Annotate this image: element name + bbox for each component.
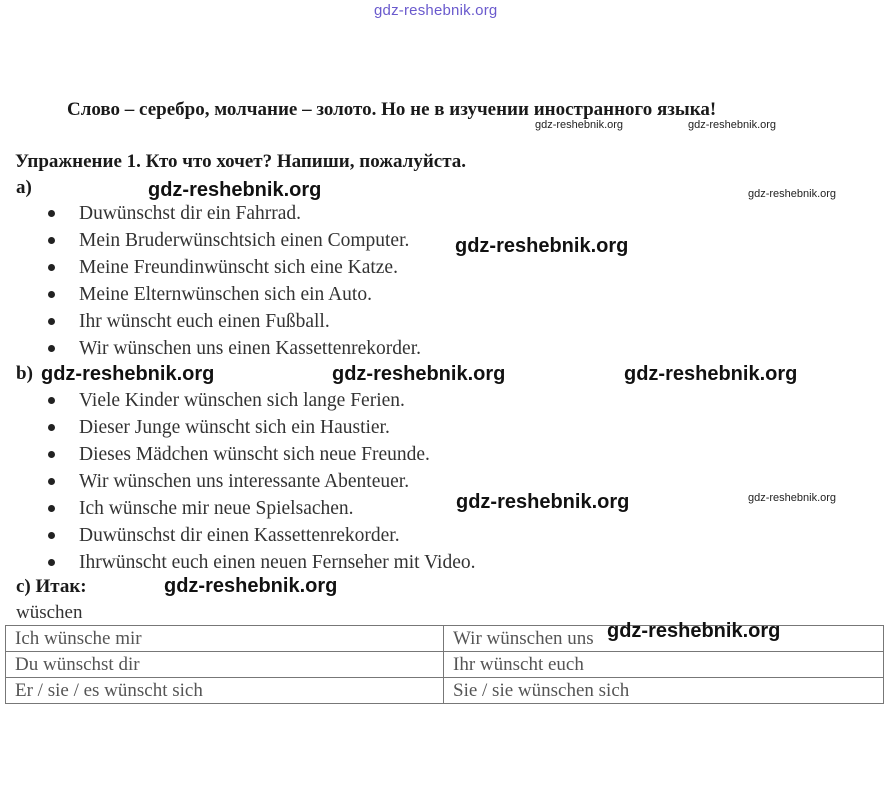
list-item-text: Dieser Junge wünscht sich ein Haustier.	[79, 417, 390, 438]
page-title: Слово – серебро, молчание – золото. Но не в изучении иностранного языка!	[67, 99, 717, 120]
list-item-text: Meine Freundinwünscht sich eine Katze.	[79, 257, 398, 278]
section-b-label: b)	[16, 363, 33, 384]
section-b-list	[48, 387, 475, 576]
list-item-text: Ich wünsche mir neue Spielsachen.	[79, 498, 354, 519]
list-item-text: Duwünschst dir einen Kassettenrekorder.	[79, 525, 400, 546]
list-item-text: Wir wünschen uns interessante Abenteuer.	[79, 471, 410, 492]
list-item	[48, 522, 475, 549]
list-item	[48, 200, 421, 227]
list-item	[48, 549, 475, 576]
list-item-text: Viele Kinder wünschen sich lange Ferien.	[79, 390, 405, 411]
list-item	[48, 308, 421, 335]
table-cell: Sie / sie wünschen sich	[444, 678, 884, 704]
watermark-small: gdz-reshebnik.org	[535, 119, 624, 131]
list-item	[48, 414, 475, 441]
bullet-icon	[48, 264, 55, 271]
watermark-large: gdz-reshebnik.org	[164, 575, 338, 597]
list-item	[48, 281, 421, 308]
bullet-icon	[48, 478, 55, 485]
bullet-icon	[48, 532, 55, 539]
bullet-icon	[48, 424, 55, 431]
table-row	[6, 652, 884, 678]
watermark-large: gdz-reshebnik.org	[624, 363, 798, 385]
watermark-large: gdz-reshebnik.org	[607, 620, 781, 642]
table-cell: Wir wünschen uns	[444, 626, 884, 652]
watermark-top: gdz-reshebnik.org	[374, 2, 498, 19]
watermark-large: gdz-reshebnik.org	[332, 363, 506, 385]
table-cell: Er / sie / es wünscht sich	[6, 678, 444, 704]
list-item-text: Ihr wünscht euch einen Fußball.	[79, 311, 330, 332]
bullet-icon	[48, 451, 55, 458]
table-cell: Ich wünsche mir	[6, 626, 444, 652]
section-a-label: a)	[16, 177, 32, 198]
table-row	[6, 678, 884, 704]
table-cell: Ihr wünscht euch	[444, 652, 884, 678]
verb-infinitive: wüschen	[16, 602, 83, 623]
list-item	[48, 335, 421, 362]
bullet-icon	[48, 397, 55, 404]
list-item	[48, 227, 421, 254]
list-item	[48, 254, 421, 281]
section-a-list	[48, 200, 421, 362]
list-item-text: Wir wünschen uns einen Kassettenrekorder.	[79, 338, 421, 359]
bullet-icon	[48, 559, 55, 566]
list-item-text: Duwünschst dir ein Fahrrad.	[79, 203, 302, 224]
watermark-small: gdz-reshebnik.org	[748, 188, 837, 200]
list-item-text: Meine Elternwünschen sich ein Auto.	[79, 284, 372, 305]
bullet-icon	[48, 345, 55, 352]
bullet-icon	[48, 291, 55, 298]
list-item	[48, 495, 475, 522]
watermark-large: gdz-reshebnik.org	[41, 363, 215, 385]
watermark-small: gdz-reshebnik.org	[748, 492, 837, 504]
watermark-large: gdz-reshebnik.org	[455, 235, 629, 257]
table-cell: Du wünschst dir	[6, 652, 444, 678]
watermark-small: gdz-reshebnik.org	[688, 119, 777, 131]
list-item-text: Ihrwünscht euch einen neuen Fernseher mit Video.	[79, 552, 476, 573]
bullet-icon	[48, 237, 55, 244]
list-item	[48, 441, 475, 468]
bullet-icon	[48, 318, 55, 325]
exercise-heading: Упражнение 1. Кто что хочет? Напиши, пожалуйста.	[15, 151, 467, 172]
bullet-icon	[48, 505, 55, 512]
list-item	[48, 468, 475, 495]
section-c-label: c) Итак:	[16, 576, 87, 597]
list-item	[48, 387, 475, 414]
watermark-large: gdz-reshebnik.org	[148, 179, 322, 201]
watermark-large: gdz-reshebnik.org	[456, 491, 630, 513]
bullet-icon	[48, 210, 55, 217]
list-item-text: Mein Bruderwünschtsich einen Computer.	[79, 230, 410, 251]
list-item-text: Dieses Mädchen wünscht sich neue Freunde.	[79, 444, 430, 465]
